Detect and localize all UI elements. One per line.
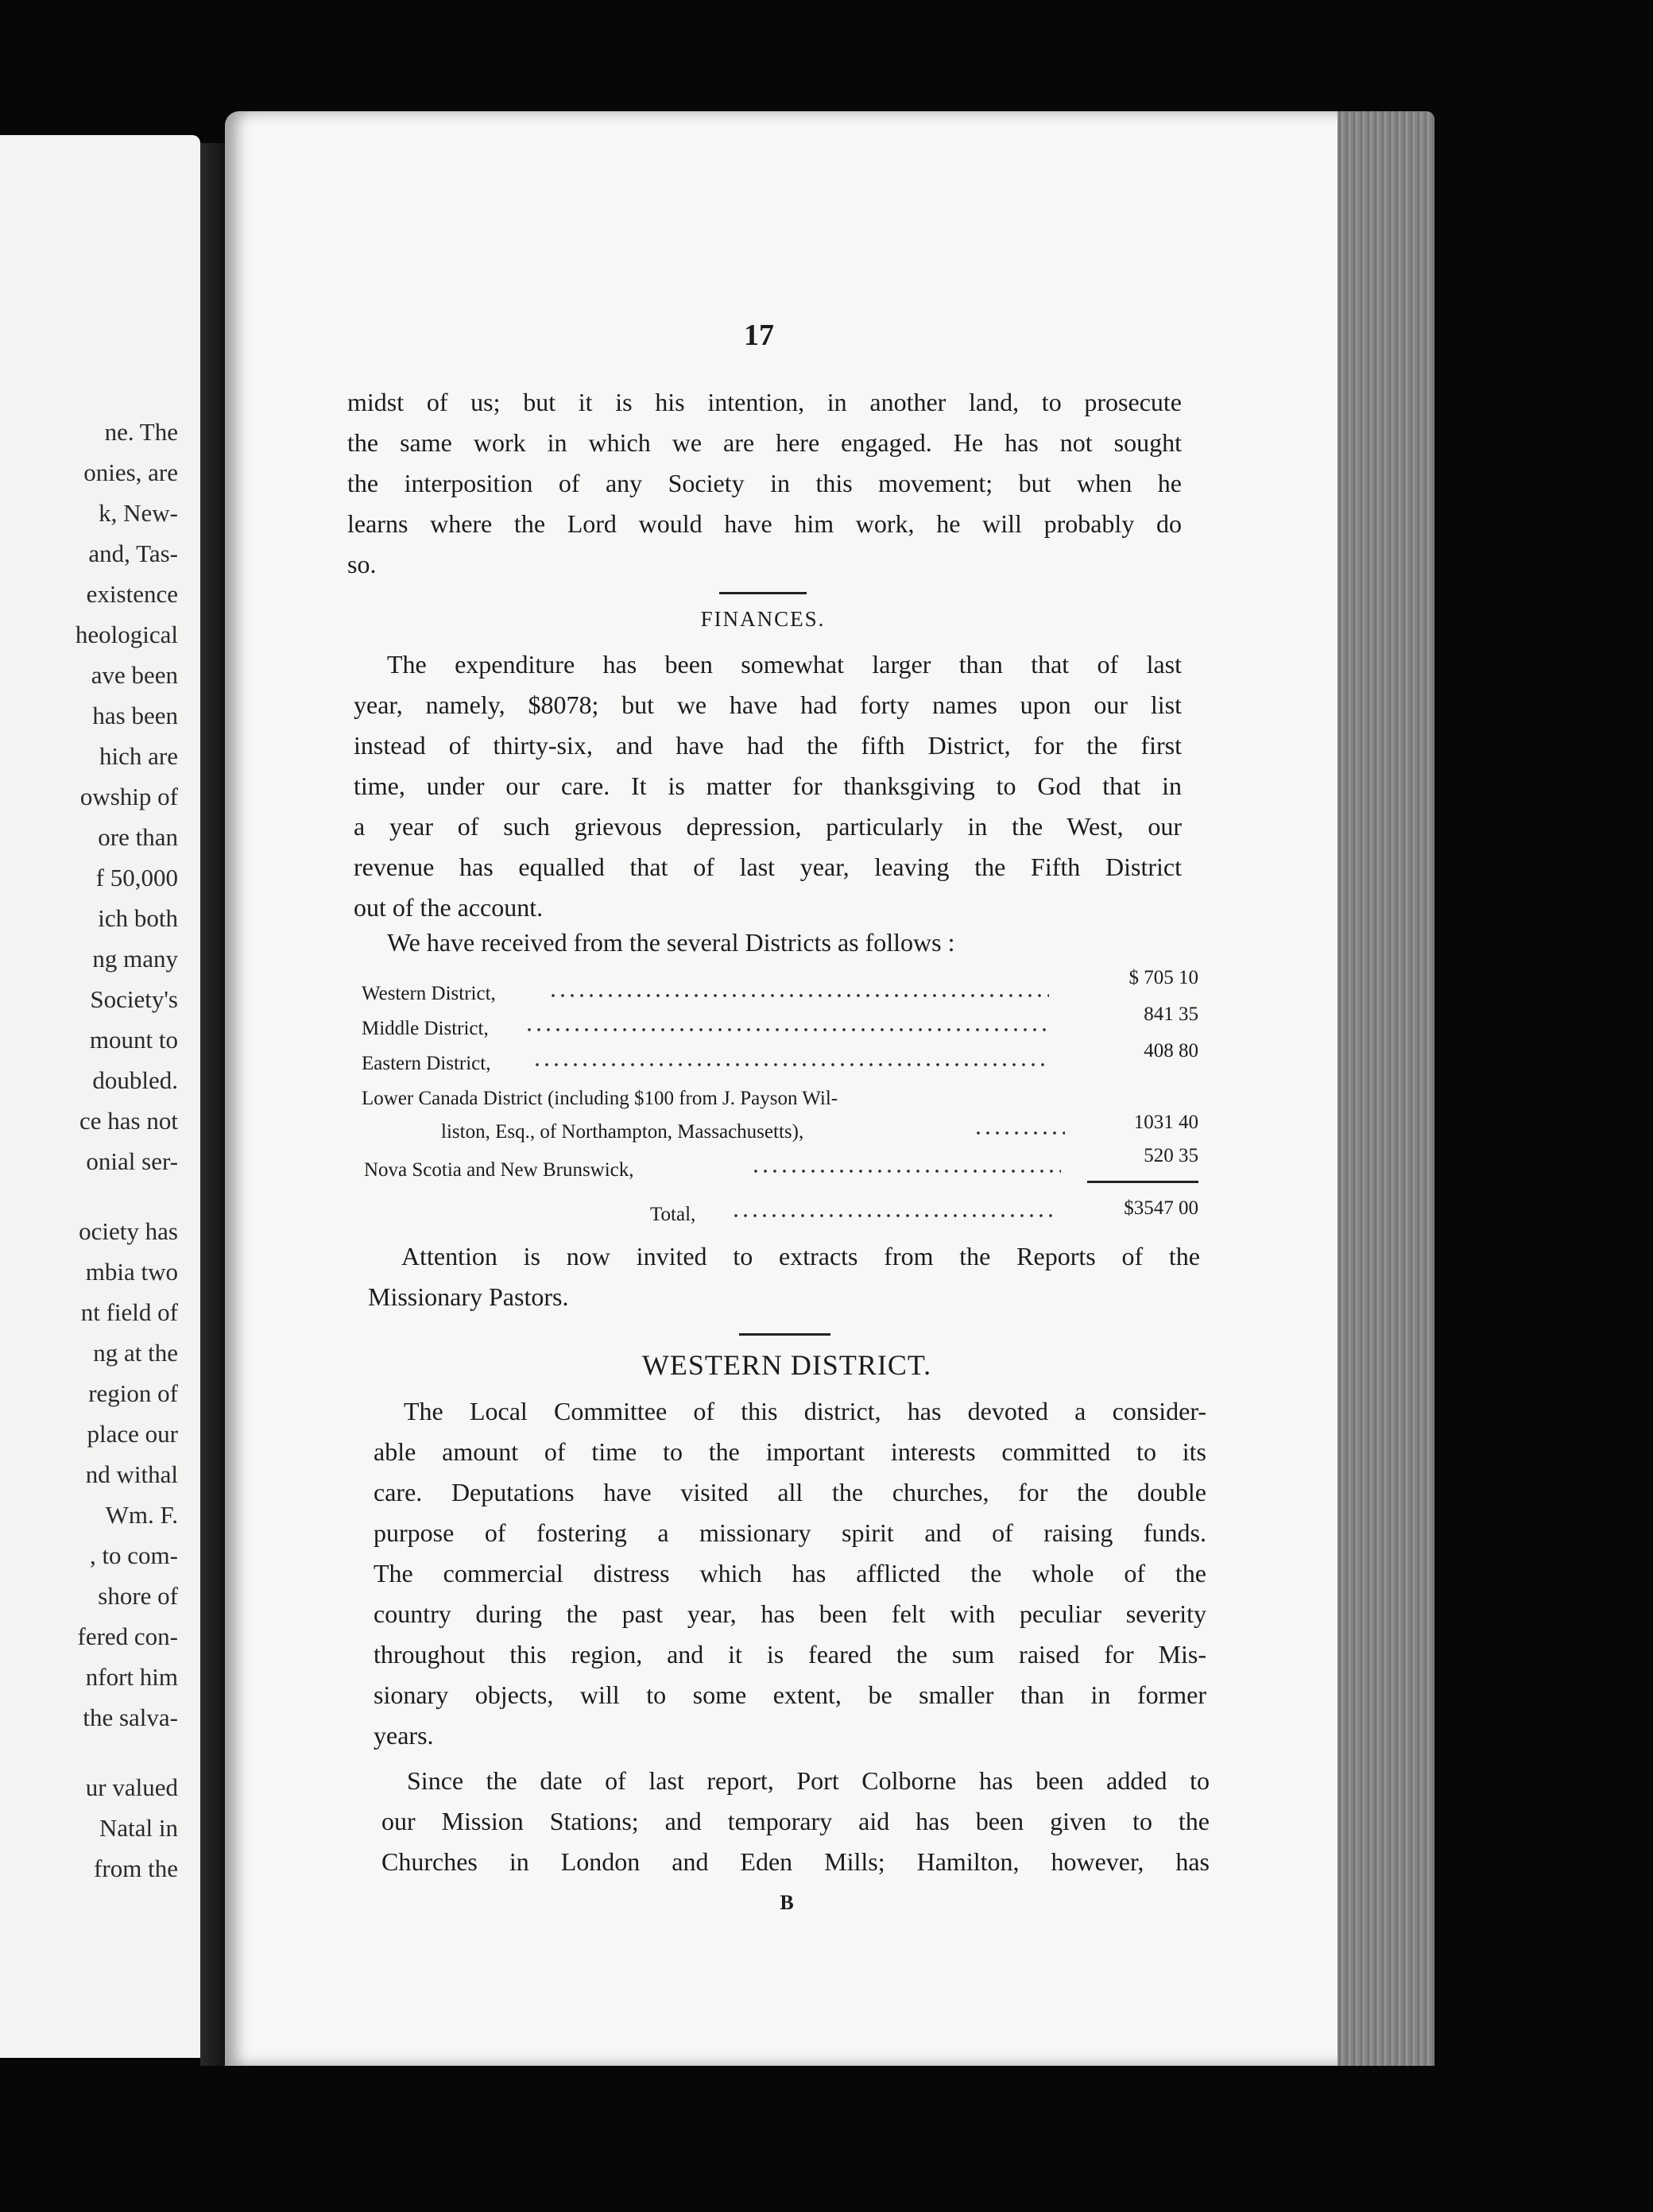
account-amount: 408 80 — [1144, 1040, 1198, 1062]
account-amount: 520 35 — [1144, 1145, 1198, 1166]
leader-dots — [525, 1023, 1049, 1037]
left-page-line: hich are — [99, 742, 178, 770]
left-page-line: ich both — [98, 904, 178, 932]
section-rule — [719, 592, 807, 594]
section-rule — [739, 1333, 830, 1336]
page-block-edge — [1337, 111, 1434, 2066]
leader-dots — [751, 1164, 1061, 1178]
left-page-line: f 50,000 — [95, 864, 178, 891]
left-page-line: nt field of — [80, 1298, 178, 1326]
text-line: so. — [347, 550, 377, 578]
total-rule — [1087, 1181, 1198, 1183]
left-page-line: ne. The — [104, 418, 178, 446]
left-page-line: onial ser- — [86, 1147, 178, 1175]
left-page-line: ociety has — [79, 1217, 178, 1245]
western-district-heading: WESTERN DISTRICT. — [641, 1349, 932, 1381]
account-label: Western District, — [362, 983, 496, 1004]
text-line: The Local Committee of this district, has devoted a consider- — [404, 1397, 1206, 1425]
left-page-line: fered con- — [77, 1622, 178, 1650]
left-page-line: mbia two — [85, 1258, 178, 1286]
text-line: purpose of fostering a missionary spirit and of raising funds. — [374, 1518, 1206, 1547]
left-page-line: onies, are — [83, 458, 178, 486]
account-label: Lower Canada District (including $100 from J. Payson Wil- — [362, 1088, 838, 1109]
text-line: care. Deputations have visited all the churches, for the double — [374, 1478, 1206, 1506]
text-line: Churches in London and Eden Mills; Hamilton, however, has — [381, 1847, 1210, 1876]
text-line: Attention is now invited to extracts from the Reports of the — [401, 1242, 1200, 1270]
text-line: the interposition of any Society in this movement; but when he — [347, 469, 1182, 497]
text-line: the same work in which we are here engaged. He has not sought — [347, 428, 1182, 457]
left-page-line: Society's — [90, 985, 178, 1013]
left-page-line: k, New- — [99, 499, 178, 527]
leader-dots — [731, 1208, 1057, 1223]
left-page-line: existence — [86, 580, 178, 608]
previous-page-fragment — [0, 135, 200, 2058]
finances-heading: FINANCES. — [700, 607, 826, 631]
text-line: time, under our care. It is matter for thanksgiving to God that in — [354, 771, 1182, 800]
text-line: country during the past year, has been felt with peculiar severity — [374, 1599, 1206, 1628]
text-line: our Mission Stations; and temporary aid has been given to the — [381, 1807, 1210, 1835]
text-line: revenue has equalled that of last year, leaving the Fifth District — [354, 853, 1182, 881]
left-page-line: ce has not — [79, 1107, 178, 1135]
left-page-line: Wm. F. — [105, 1501, 178, 1529]
page-number: 17 — [744, 319, 774, 352]
account-amount: 1031 40 — [1133, 1112, 1198, 1133]
account-amount: $ 705 10 — [1128, 967, 1198, 988]
left-page-line: , to com- — [89, 1541, 178, 1569]
text-line: midst of us; but it is his intention, in another land, to prosecute — [347, 388, 1182, 416]
left-page-line: region of — [88, 1379, 178, 1407]
leader-dots — [974, 1126, 1065, 1140]
text-line: years. — [374, 1721, 434, 1750]
total-amount: $3547 00 — [1124, 1197, 1198, 1219]
left-page-line: the salva- — [83, 1703, 178, 1731]
text-line: out of the account. — [354, 893, 544, 922]
left-page-line: owship of — [79, 783, 178, 810]
account-label: liston, Esq., of Northampton, Massachusetts), — [441, 1121, 804, 1143]
left-page-line: has been — [92, 702, 178, 729]
left-page-line: ng at the — [93, 1339, 178, 1367]
left-page-line: Natal in — [99, 1814, 178, 1842]
text-line: year, namely, $8078; but we have had forty names upon our list — [354, 690, 1182, 719]
signature-mark: B — [780, 1891, 794, 1914]
left-page-line: heological — [75, 621, 178, 648]
account-label: Eastern District, — [362, 1053, 491, 1074]
left-page-line: ore than — [98, 823, 178, 851]
left-page-line: ur valued — [85, 1773, 178, 1801]
text-line: a year of such grievous depression, particularly in the West, our — [354, 812, 1182, 841]
left-page-line: nfort him — [85, 1663, 178, 1691]
text-line: The expenditure has been somewhat larger than that of last — [387, 650, 1182, 679]
left-page-line: shore of — [98, 1582, 178, 1610]
text-line: sionary objects, will to some extent, be smaller than in former — [374, 1680, 1206, 1709]
total-label: Total, — [650, 1204, 696, 1225]
leader-dots — [548, 988, 1049, 1003]
account-amount: 841 35 — [1144, 1004, 1198, 1025]
account-label: Middle District, — [362, 1018, 489, 1039]
text-line: throughout this region, and it is feared the sum raised for Mis- — [374, 1640, 1206, 1669]
account-label: Nova Scotia and New Brunswick, — [364, 1159, 634, 1181]
left-page-line: and, Tas- — [88, 539, 178, 567]
left-page-line: place our — [87, 1420, 178, 1448]
text-line: Since the date of last report, Port Colborne has been added to — [407, 1766, 1210, 1795]
left-page-line: ave been — [91, 661, 178, 689]
text-line: The commercial distress which has afflicted the whole of the — [374, 1559, 1206, 1587]
text-line: instead of thirty-six, and have had the fifth District, for the first — [354, 731, 1182, 760]
left-page-line: ng many — [92, 945, 178, 973]
text-line: able amount of time to the important interests committed to its — [374, 1437, 1206, 1466]
text-line: We have received from the several Districts as follows : — [387, 928, 955, 957]
leader-dots — [532, 1058, 1049, 1072]
left-page-line: nd withal — [85, 1460, 178, 1488]
left-page-line: doubled. — [92, 1066, 178, 1094]
left-page-line: from the — [94, 1854, 178, 1882]
text-line: Missionary Pastors. — [368, 1282, 569, 1311]
text-line: learns where the Lord would have him work, he will probably do — [347, 509, 1182, 538]
left-page-line: mount to — [89, 1026, 178, 1054]
